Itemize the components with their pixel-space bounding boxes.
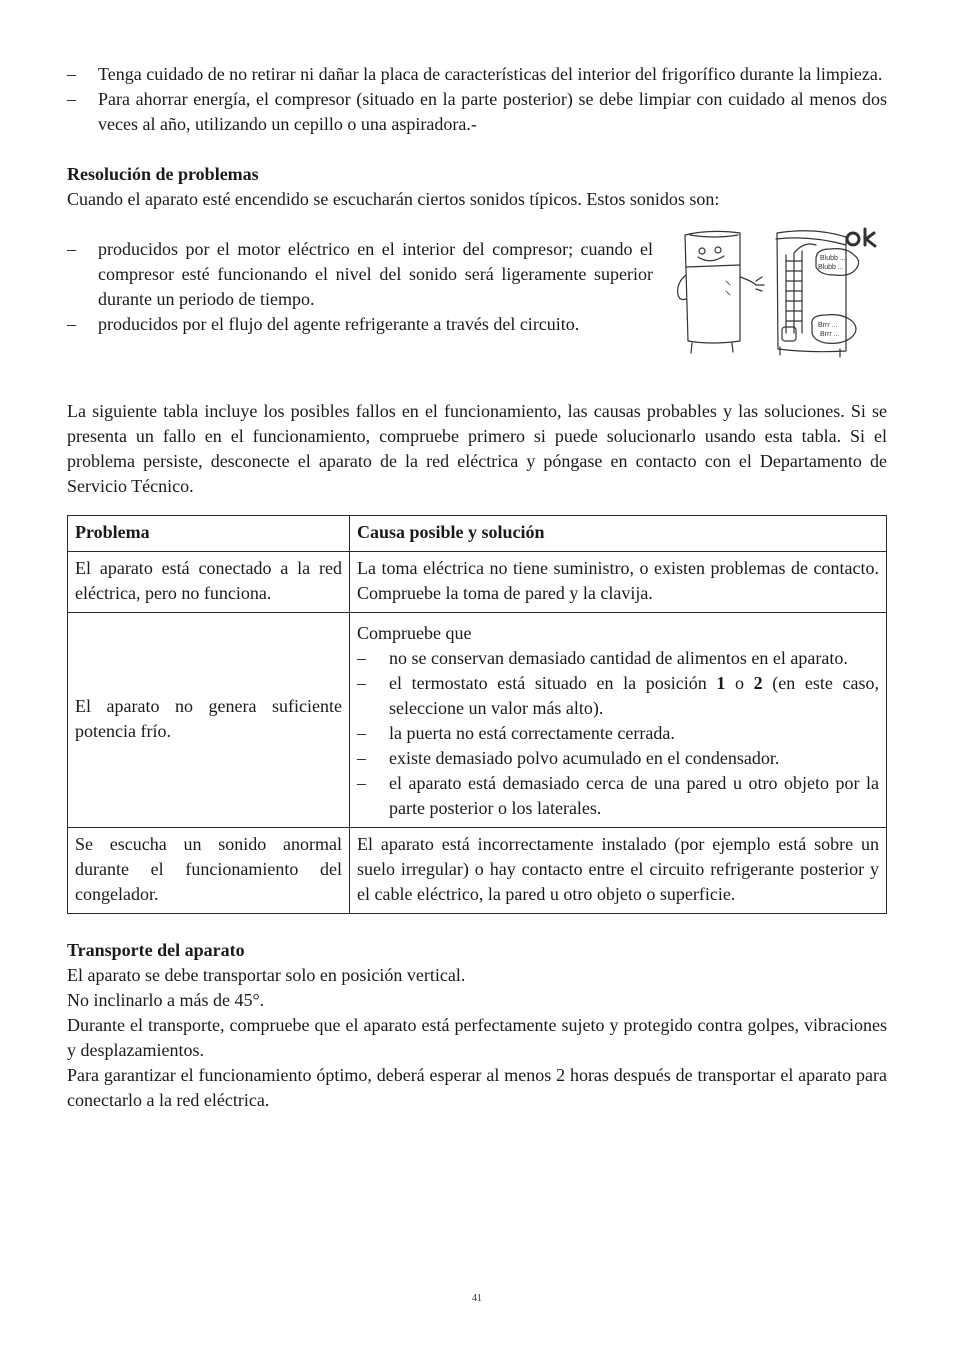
bubble-text-top-1: Blubb ... [820, 255, 846, 262]
cause-cell: La toma eléctrica no tiene suministro, o existen problemas de contacto. Compruebe la toma de pared y la clavija. [350, 552, 887, 613]
cause-intro: Compruebe que [357, 623, 472, 643]
list-item: – Tenga cuidado de no retirar ni dañar la placa de características del interior del frigorífico durante la limpieza. [67, 62, 887, 87]
list-item: – Para ahorrar energía, el compresor (situado en la parte posterior) se debe limpiar con cuidado al menos dos veces al año, utilizando un cepillo o una aspiradora.- [67, 87, 887, 137]
transport-line: Durante el transporte, compruebe que el aparato está perfectamente sujeto y protegido contra golpes, vibraciones y desplazamientos. [67, 1015, 887, 1060]
problem-cell: El aparato no genera suficiente potencia frío. [68, 613, 350, 828]
list-item [357, 671, 879, 721]
troubleshooting-table [67, 515, 887, 914]
troubleshooting-heading: Resolución de problemas [67, 164, 259, 184]
item-text: o [725, 673, 754, 693]
transport-line: Para garantizar el funcionamiento óptimo, deberá esperar al menos 2 horas después de transportar el aparato para conectarlo a la red eléctrica. [67, 1065, 887, 1110]
transport-line: El aparato se debe transportar solo en posición vertical. [67, 965, 466, 985]
problem-cell: El aparato está conectado a la red eléctrica, pero no funciona. [68, 552, 350, 613]
table-intro-paragraph: La siguiente tabla incluye los posibles fallos en el funcionamiento, las causas probables y las soluciones. Si se presenta un fallo en el funcionamiento, compruebe primero si puede solucionarlo usando esta tabla. Si el problema persiste, desconecte el aparato de la red eléctrica y póngase en contacto con el Departamento de Servicio Técnico. [67, 401, 887, 496]
troubleshooting-intro: Cuando el aparato esté encendido se escucharán ciertos sonidos típicos. Estos sonidos son: [67, 189, 720, 209]
page-content [67, 62, 887, 1113]
table-row [68, 552, 887, 613]
cause-cell: El aparato está incorrectamente instalado (por ejemplo está sobre un suelo irregular) o hay contacto entre el circuito refrigerante posterior y el cable eléctrico, la pared u otro objeto o superficie. [350, 828, 887, 914]
list-item: – el aparato está demasiado cerca de una pared u otro objeto por la parte posterior o los laterales. [357, 771, 879, 821]
bubble-text-bottom-1: Brrr ... [818, 322, 838, 329]
sounds-list [67, 237, 653, 337]
cause-checklist [357, 646, 879, 821]
cause-cell [350, 613, 887, 828]
list-item: – existe demasiado polvo acumulado en el condensador. [357, 746, 879, 771]
header-cause: Causa posible y solución [350, 516, 887, 552]
header-problem: Problema [68, 516, 350, 552]
bubble-text-top-2: Blubb ... [818, 264, 844, 271]
table-header-row [68, 516, 887, 552]
item-text: el termostato está situado en la posición [389, 673, 717, 693]
transport-heading: Transporte del aparato [67, 940, 245, 960]
page-number: 41 [472, 1293, 482, 1304]
item-text: (en este caso, seleccione un valor más alto). [389, 673, 880, 718]
fridge-cartoon-illustration [670, 225, 885, 365]
bubble-text-bottom-2: Brrr ... [820, 331, 840, 338]
intro-bullet-list [67, 62, 887, 137]
list-item: – producidos por el motor eléctrico en el interior del compresor; cuando el compresor esté funcionando el nivel del sonido será ligeramente superior durante un periodo de tiempo. [67, 237, 653, 312]
ok-label: ok [670, 225, 671, 226]
problem-cell: Se escucha un sonido anormal durante el funcionamiento del congelador. [68, 828, 350, 914]
list-item: – la puerta no está correctamente cerrada. [357, 721, 879, 746]
position-1: 1 [716, 673, 726, 693]
position-2: 2 [753, 673, 763, 693]
transport-line: No inclinarlo a más de 45°. [67, 990, 265, 1010]
sounds-section [67, 225, 887, 365]
table-row [68, 828, 887, 914]
table-row [68, 613, 887, 828]
list-item: – no se conservan demasiado cantidad de alimentos en el aparato. [357, 646, 879, 671]
list-item: – producidos por el flujo del agente refrigerante a través del circuito. [67, 312, 653, 337]
